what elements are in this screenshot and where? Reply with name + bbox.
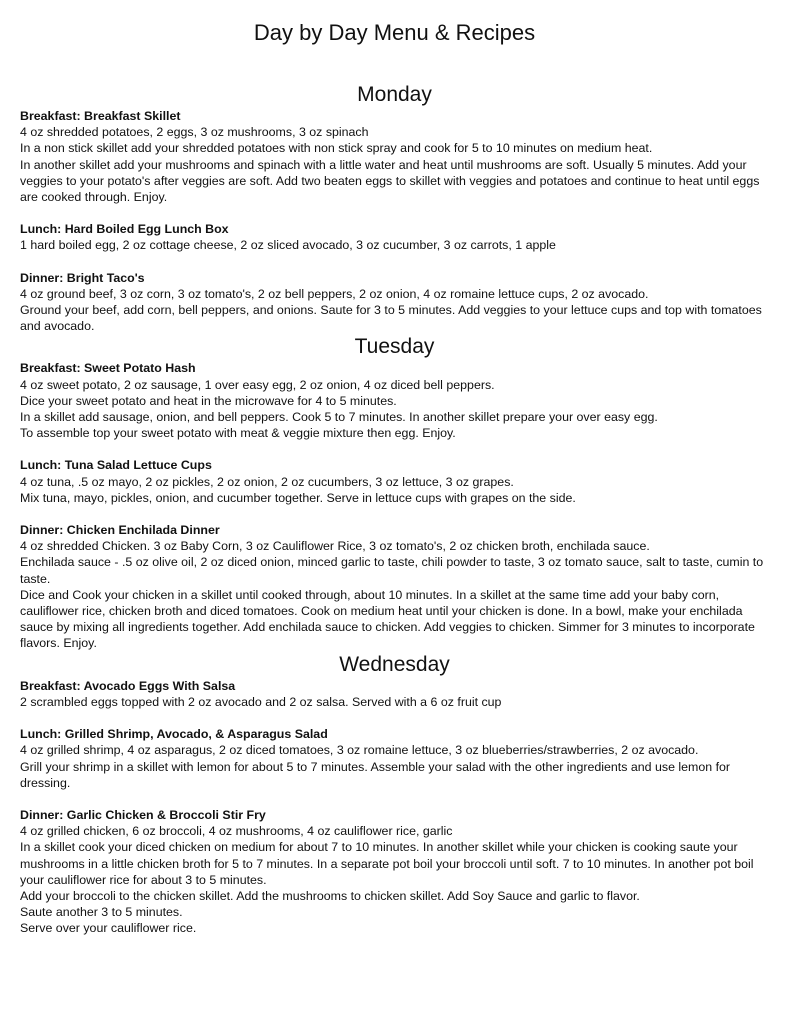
meal-wednesday-breakfast bbox=[20, 678, 769, 710]
day-title-tuesday: Tuesday bbox=[354, 335, 435, 359]
meal-ingredients: 4 oz tuna, .5 oz mayo, 2 oz pickles, 2 oz onion, 2 oz cucumbers, 3 oz lettuce, 3 oz grapes. bbox=[20, 474, 514, 489]
meal-wednesday-lunch bbox=[20, 726, 769, 791]
day-title-monday: Monday bbox=[357, 83, 432, 106]
meal-tuesday-breakfast bbox=[20, 360, 769, 441]
meal-ingredients: 4 oz grilled chicken, 6 oz broccoli, 4 oz mushrooms, 4 oz cauliflower rice, garlic bbox=[20, 824, 453, 839]
meal-instructions: Serve over your cauliflower rice. bbox=[20, 921, 197, 936]
meal-ingredients: 4 oz shredded potatoes, 2 eggs, 3 oz mushrooms, 3 oz spinach bbox=[20, 125, 369, 140]
meal-ingredients: 4 oz sweet potato, 2 oz sausage, 1 over easy egg, 2 oz onion, 4 oz diced bell peppers. bbox=[20, 377, 495, 392]
meal-title: Breakfast: Breakfast Skillet bbox=[20, 109, 181, 123]
meal-instructions: Dice your sweet potato and heat in the microwave for 4 to 5 minutes. bbox=[20, 393, 397, 408]
meal-instructions: In a non stick skillet add your shredded potatoes with non stick spray and cook for 5 to 10 minutes on medium heat. bbox=[20, 141, 653, 156]
meal-tuesday-dinner bbox=[20, 522, 769, 652]
meal-ingredients: 4 oz grilled shrimp, 4 oz asparagus, 2 oz diced tomatoes, 3 oz romaine lettuce, 3 oz blueberries/strawberries, 2 oz avocado. bbox=[20, 743, 699, 758]
meal-ingredients: 4 oz shredded Chicken. 3 oz Baby Corn, 3 oz Cauliflower Rice, 3 oz tomato's, 2 oz chicken broth, enchilada sauce. bbox=[20, 539, 650, 554]
day-title-wednesday: Wednesday bbox=[339, 652, 450, 676]
meal-title: Breakfast: Avocado Eggs With Salsa bbox=[20, 678, 236, 693]
meal-title: Lunch: Tuna Salad Lettuce Cups bbox=[20, 458, 212, 473]
meal-title: Lunch: Hard Boiled Egg Lunch Box bbox=[20, 222, 229, 237]
meal-monday-dinner bbox=[20, 270, 769, 335]
meal-title: Dinner: Garlic Chicken & Broccoli Stir Fry bbox=[20, 807, 266, 822]
meal-wednesday-dinner bbox=[20, 807, 769, 937]
meal-instructions: In another skillet add your mushrooms and spinach with a little water and heat until mushrooms are soft. Usually 5 minutes. Add your veggies to your potato's after veggies are soft. Add two beaten eggs to skillet with veggies and potatoes and continue to heat until eggs are cooked through. Enjoy. bbox=[20, 157, 760, 205]
meal-title: Breakfast: Sweet Potato Hash bbox=[20, 361, 196, 376]
meal-title: Dinner: Chicken Enchilada Dinner bbox=[20, 523, 220, 538]
day-section-tuesday bbox=[20, 334, 769, 651]
meal-instructions: In a skillet cook your diced chicken on medium for about 7 to 10 minutes. In another skillet while your chicken is cooking saute your mushrooms in a little chicken broth for 5 to 7 minutes. In a separate pot boil your broccoli until soft. 7 to 10 minutes. In another pot boil your cauliflower rice for about 3 to 5 minutes. bbox=[20, 840, 754, 887]
meal-instructions: Ground your beef, add corn, bell peppers, and onions. Saute for 3 to 5 minutes. Add veggies to your lettuce cups and top with tomatoes and avocado. bbox=[20, 303, 762, 334]
day-section-wednesday bbox=[20, 652, 769, 937]
meal-instructions: Grill your shrimp in a skillet with lemon for about 5 to 7 minutes. Assemble your salad with the other ingredients and use lemon for dressing. bbox=[20, 759, 731, 790]
meal-monday-breakfast bbox=[20, 108, 769, 205]
meal-instructions: Add your broccoli to the chicken skillet. Add the mushrooms to chicken skillet. Add Soy Sauce and garlic to flavor. bbox=[20, 888, 640, 903]
meal-instructions: Mix tuna, mayo, pickles, onion, and cucumber together. Serve in lettuce cups with grapes on the side. bbox=[20, 490, 576, 505]
meal-ingredients: 4 oz ground beef, 3 oz corn, 3 oz tomato's, 2 oz bell peppers, 2 oz onion, 4 oz romaine lettuce cups, 2 oz avocado. bbox=[20, 286, 649, 301]
meal-instructions: To assemble top your sweet potato with meat & veggie mixture then egg. Enjoy. bbox=[20, 426, 456, 441]
meal-monday-lunch bbox=[20, 221, 769, 253]
meal-title: Lunch: Grilled Shrimp, Avocado, & Asparagus Salad bbox=[20, 727, 328, 742]
meal-title: Dinner: Bright Taco's bbox=[20, 270, 145, 285]
meal-sauce-ingredients: Enchilada sauce - .5 oz olive oil, 2 oz diced onion, minced garlic to taste, chili powder to taste, 3 oz tomato sauce, salt to taste, cumin to taste. bbox=[20, 555, 764, 586]
document-title: Day by Day Menu & Recipes bbox=[253, 20, 536, 45]
meal-instructions: Saute another 3 to 5 minutes. bbox=[20, 905, 183, 920]
meal-instructions: In a skillet add sausage, onion, and bell peppers. Cook 5 to 7 minutes. In another skillet prepare your over easy egg. bbox=[20, 410, 658, 425]
meal-tuesday-lunch bbox=[20, 457, 769, 506]
meal-ingredients: 1 hard boiled egg, 2 oz cottage cheese, 2 oz sliced avocado, 3 oz cucumber, 3 oz carrots, 1 apple bbox=[20, 238, 556, 253]
day-section-monday bbox=[20, 82, 769, 334]
meal-instructions: Dice and Cook your chicken in a skillet until cooked through, about 10 minutes. In a skillet at the same time add your baby corn, cauliflower rice, chicken broth and diced tomatoes. Cook on medium heat until your chicken is done. In a bowl, make your enchilada sauce by mixing all ingredients together. Add enchilada sauce to chicken. Add veggies to chicken. Simmer for 3 minutes to incorporate flavors. Enjoy. bbox=[20, 587, 755, 651]
meal-ingredients: 2 scrambled eggs topped with 2 oz avocado and 2 oz salsa. Served with a 6 oz fruit cup bbox=[20, 694, 502, 709]
